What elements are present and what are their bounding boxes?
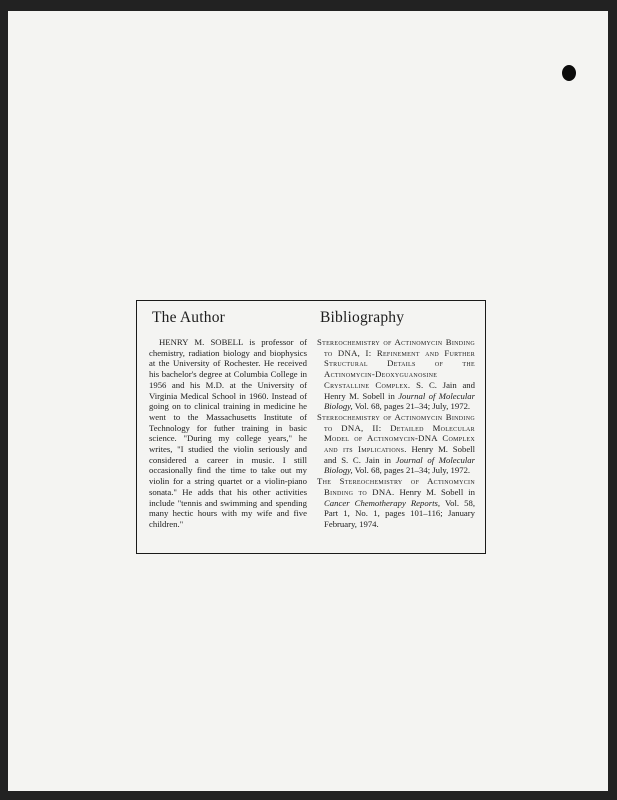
entry-authors: Henry M. Sobell in	[399, 486, 475, 497]
bibliography-list	[317, 337, 475, 530]
author-heading: The Author	[152, 309, 226, 326]
author-bio: HENRY M. SOBELL is professor of chemistry, radiation biology and biophysics at the University of Rochester. He received his bachelor's degree at Columbia College in 1956 and his M.D. at the University of Virginia Medical School in 1960. Instead of going on to clinical training in medicine he went to the Massachusetts Institute of Technology for futher training in basic science. "During my college years," he writes, "I studied the violin seriously and considered a career in music. I still occasionally find the time to take out my violin for a string quartet or a violin-piano sonata." He adds that his other activities include "tennis and swimming and spending many hectic hours with my wife and five children."	[149, 337, 307, 529]
punch-hole	[562, 65, 576, 81]
entry-journal: Journal of Molecular Biology,	[324, 454, 475, 476]
bibliography-heading: Bibliography	[320, 309, 405, 326]
page-sheet	[8, 11, 608, 791]
bibliography-entry	[317, 476, 475, 530]
entry-title: Stereochemistry of Actinomycin Binding to DNA, I: Refinement and Further Structural Details of the Actinomycin-Deoxyguanosine Crystalline Complex.	[317, 337, 475, 390]
bibliography-entry	[317, 412, 475, 476]
entry-journal: Journal of Molecular Biology,	[324, 390, 475, 412]
bibliography-column	[317, 309, 475, 530]
entry-title: The Stereochemistry of Actinomycin Binding to DNA.	[317, 476, 475, 497]
author-column	[149, 309, 307, 530]
entry-authors: S. C. Jain and Henry M. Sobell in	[324, 379, 475, 401]
entry-details: Vol. 68, pages 21–34; July, 1972.	[354, 465, 471, 476]
entry-details: Vol. 68, pages 21–34; July, 1972.	[354, 401, 471, 412]
bibliography-entry	[317, 337, 475, 412]
entry-authors: Henry M. Sobell and S. C. Jain in	[324, 444, 475, 465]
entry-details: Vol. 58, Part 1, No. 1, pages 101–116; January February, 1974.	[324, 497, 475, 529]
author-bibliography-box	[136, 300, 486, 554]
entry-journal: Cancer Chemotherapy Reports,	[324, 497, 441, 508]
entry-title: Stereochemistry of Actinomycin Binding to DNA, II: Detailed Molecular Model of Actinomycin-DNA Complex and its Implications.	[317, 411, 475, 455]
